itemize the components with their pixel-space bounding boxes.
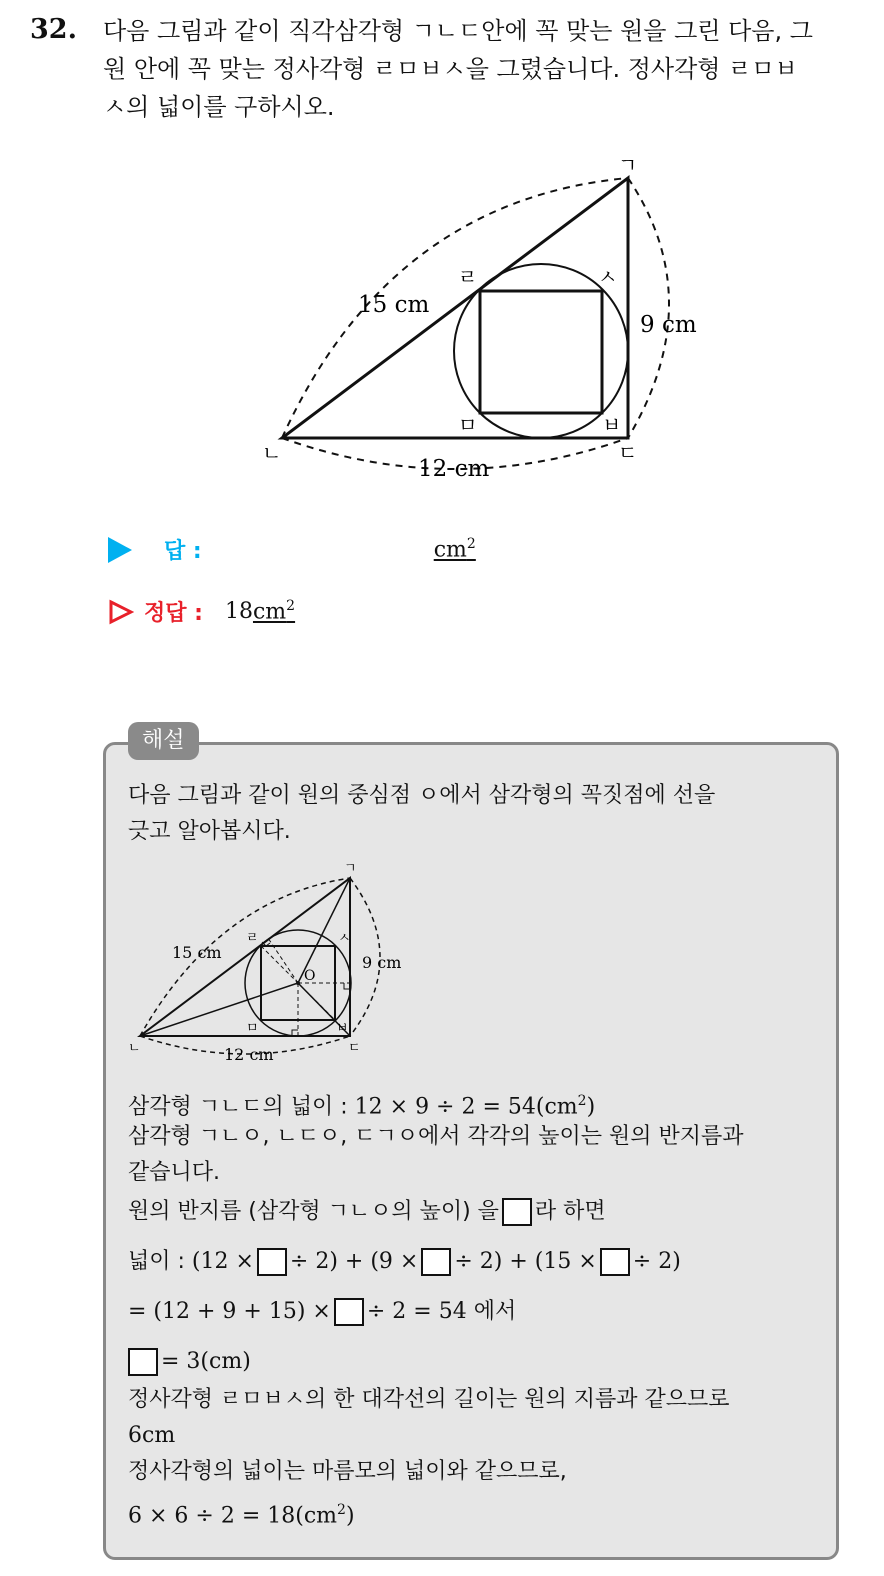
answer-unit: $cm^2$ (433, 536, 476, 563)
question-line-1: 다음 그림과 같이 직각삼각형 ㄱㄴㄷ안에 꼭 맞는 원을 그린 다음, 그 (103, 17, 813, 45)
svg-text:O: O (304, 968, 316, 984)
explanation-line-7: = 3(cm) (128, 1344, 828, 1380)
explanation-line-5: 넓이 : (12 × ÷ 2) + (9 × ÷ 2) + (15 × ÷ 2) (128, 1249, 681, 1274)
label-g: ㄱ (618, 160, 638, 177)
blank-box (334, 1298, 364, 1326)
question-line-2: 원 안에 꼭 맞는 정사각형 ㄹㅁㅂㅅ을 그렸습니다. 정사각형 ㄹㅁㅂ (103, 55, 798, 83)
correct-value: 18 (224, 599, 253, 624)
label-hyp: 15 cm (358, 292, 430, 318)
explanation-line-11: $6 \times 6 \div 2 = 18(cm^2)$ (128, 1502, 355, 1529)
svg-text:ㅅ: ㅅ (338, 931, 351, 946)
explanation-line-8: 정사각형 ㄹㅁㅂㅅ의 한 대각선의 길이는 원의 지름과 같으므로 (128, 1387, 730, 1412)
question-text (103, 12, 863, 126)
explanation-intro-1: 다음 그림과 같이 원의 중심점 ㅇ에서 삼각형의 꼭짓점에 선을 (128, 783, 716, 808)
svg-text:9 cm: 9 cm (362, 953, 402, 972)
explanation-line-9: 6cm (128, 1423, 176, 1448)
svg-text:ㄹ: ㄹ (246, 931, 259, 946)
explanation-intro-2: 긋고 알아봅시다. (128, 819, 291, 844)
label-b: ㅂ (602, 413, 622, 437)
blank-box (502, 1198, 532, 1226)
blank-box (421, 1248, 451, 1276)
label-height: 9 cm (640, 312, 697, 338)
answer-row (108, 534, 476, 565)
correct-label: 정답 : (144, 601, 203, 626)
correct-unit: $cm^2$ (252, 598, 296, 625)
label-base: 12 cm (418, 456, 490, 482)
explanation-line-4: 원의 반지름 (삼각형 ㄱㄴㅇ의 높이) 을 라 하면 (128, 1199, 606, 1224)
label-m: ㅁ (458, 413, 478, 437)
question-number: 32. (30, 14, 77, 45)
label-n: ㄴ (262, 441, 282, 465)
correct-answer-row (108, 596, 295, 627)
svg-text:ㄱ: ㄱ (344, 861, 357, 876)
question-line-3: ㅅ의 넓이를 구하시오. (103, 93, 335, 121)
explanation-line-3: 같습니다. (128, 1160, 221, 1185)
svg-text:ㄷ: ㄷ (348, 1041, 361, 1056)
arc-height (628, 178, 669, 438)
explanation-tag: 해설 (128, 722, 199, 760)
square (480, 291, 602, 413)
svg-text:ㅂ: ㅂ (336, 1021, 349, 1036)
outline-arrow-icon (108, 599, 134, 625)
triangle-figure (240, 160, 720, 490)
label-s: ㅅ (598, 265, 618, 289)
explanation-line-10: 정사각형의 넓이는 마름모의 넓이와 같으므로, (128, 1459, 567, 1484)
label-r: ㄹ (458, 265, 478, 289)
explanation-line-1: 삼각형 ㄱㄴㄷ의 넓이 : $12 \times 9 \div 2 = 54(cm^2)$ (128, 1093, 596, 1120)
svg-text:15 cm: 15 cm (172, 943, 222, 962)
explanation-line-6: = (12 + 9 + 15) × ÷ 2 = 54 에서 (128, 1299, 517, 1324)
blank-box (257, 1248, 287, 1276)
answer-label: 답 : (164, 539, 202, 564)
explanation-line-2: 삼각형 ㄱㄴㅇ, ㄴㄷㅇ, ㄷㄱㅇ에서 각각의 높이는 원의 반지름과 (128, 1124, 744, 1149)
svg-text:12 cm: 12 cm (224, 1045, 274, 1064)
svg-text:ㅁ: ㅁ (246, 1021, 259, 1036)
blank-box (128, 1348, 158, 1376)
play-arrow-icon (108, 537, 132, 563)
svg-text:ㄴ: ㄴ (128, 1041, 141, 1056)
label-d: ㄷ (618, 441, 638, 465)
blank-box (600, 1248, 630, 1276)
explanation-figure (128, 858, 418, 1068)
triangle (282, 178, 628, 438)
